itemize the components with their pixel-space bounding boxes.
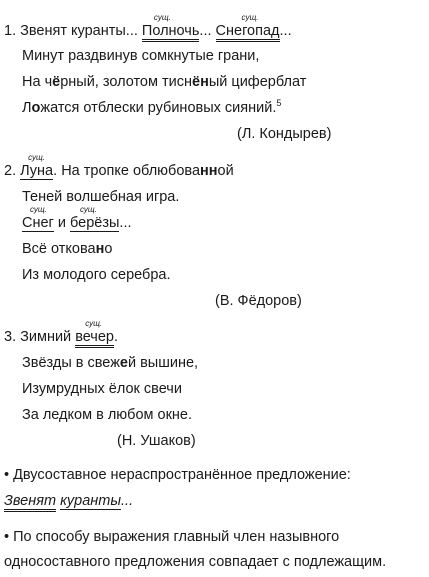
noun-tag: сущ.	[241, 13, 259, 22]
noun-luna: сущ. Луна	[20, 153, 54, 179]
note2-line2: односоставного предложения совпадает с подлежащим.	[4, 554, 387, 570]
poem2-line2: Теней волшебная игра.	[22, 189, 180, 205]
poem2-line3: сущ. Снег и сущ. берёзы...	[22, 205, 132, 231]
poem1-number: 1.	[4, 23, 17, 39]
noun-tag: сущ.	[85, 319, 103, 328]
noun-vecher: сущ. вечер	[75, 328, 114, 346]
noun-tag: сущ.	[80, 205, 97, 214]
poem1-line3: На чёрный, золотом тиснёный циферблат	[22, 74, 307, 90]
poem3-line4: За ледком в любом окне.	[22, 407, 193, 423]
noun-tag: сущ.	[153, 13, 171, 22]
noun-tag: сущ.	[28, 153, 46, 162]
poem2-number: 2.	[4, 163, 17, 179]
poem3-line1: 3. Зимний сущ. вечер.	[4, 328, 118, 346]
poem3-line2: Звёзды в свежей вышине,	[22, 355, 199, 371]
poem3-author: (Н. Ушаков)	[117, 433, 196, 449]
note1-example: Звенят куранты...	[4, 492, 133, 510]
poem2-line5: Из молодого серебра.	[22, 267, 171, 283]
poem2-line4: Всё отковано	[22, 241, 113, 257]
note1-text: • Двусоставное нераспространённое предложение:	[4, 467, 351, 483]
poem1-line1: 1. Звенят куранты... сущ. Полночь... сущ. Снегопад...	[4, 22, 292, 40]
noun-sneg: сущ. Снег	[22, 205, 54, 231]
noun-polnoch: сущ. Полночь	[142, 22, 200, 40]
note2-line1: • По способу выражения главный член назывного	[4, 529, 340, 545]
poem1-line2: Минут раздвинув сомкнутые грани,	[22, 48, 260, 64]
poem2-line1: 2. сущ. Луна. На тропке облюбованной	[4, 153, 234, 179]
poem3-line3: Изумрудных ёлок свечи	[22, 381, 182, 397]
noun-berezy: сущ. берёзы	[70, 205, 120, 231]
poem2-author: (В. Фёдоров)	[215, 293, 302, 309]
footnote-marker: 5	[276, 98, 282, 109]
poem1-author: (Л. Кондырев)	[237, 126, 332, 142]
poem1-line4: Ложатся отблески рубиновых сияний.$^5$	[22, 98, 282, 116]
poem3-number: 3.	[4, 329, 17, 345]
noun-tag: сущ.	[30, 205, 47, 214]
noun-snegopad: сущ. Снегопад	[216, 22, 280, 40]
